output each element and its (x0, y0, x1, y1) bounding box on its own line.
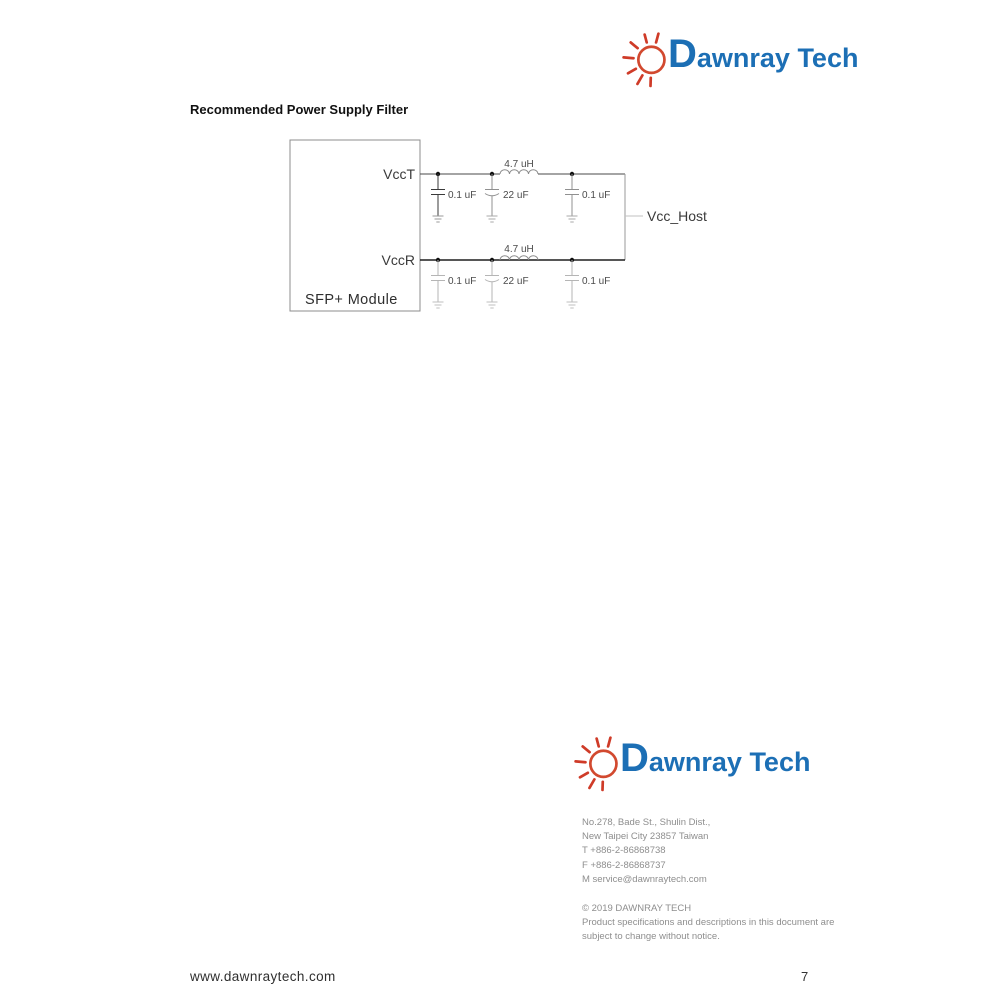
copyright-line: © 2019 DAWNRAY TECH (582, 903, 692, 914)
logo-brand-text: Dawnray Tech (668, 32, 859, 76)
vcct-inductor-value: 4.7 uH (504, 159, 534, 170)
module-label: SFP+ Module (305, 292, 398, 308)
vccr-cap1 (431, 260, 445, 308)
host-label: Vcc_Host (647, 208, 707, 224)
vcct-cap3 (565, 174, 579, 222)
vccr-cap2-value: 22 uF (503, 276, 529, 287)
pin-label-vccr: VccR (381, 252, 415, 268)
vccr-rail (420, 244, 625, 262)
vccr-cap3-value: 0.1 uF (582, 276, 611, 287)
email-line: M service@dawnraytech.com (582, 873, 707, 885)
vcct-cap1 (431, 174, 445, 222)
pin-label-vcct: VccT (383, 166, 415, 182)
legal-block (582, 902, 834, 945)
power-filter-schematic (285, 135, 735, 320)
fax-line: F +886-2-86868737 (582, 859, 666, 871)
page-title: Recommended Power Supply Filter (190, 102, 409, 117)
company-logo-footer (570, 726, 810, 798)
vcct-inductor-coil (500, 170, 538, 174)
phone-line: T +886-2-86868738 (582, 845, 666, 857)
vccr-cap1-value: 0.1 uF (448, 276, 477, 287)
logo-brand-text: Dawnray Tech (620, 736, 811, 780)
notice-line-2: subject to change without notice. (582, 931, 720, 943)
notice-line-1: Product specifications and descriptions in this document are (582, 917, 835, 929)
sun-icon (618, 22, 674, 94)
address-line-1: No.278, Bade St., Shulin Dist., (582, 817, 711, 828)
footer-website: www.dawnraytech.com (190, 969, 336, 984)
vcct-cap3-value: 0.1 uF (582, 190, 611, 201)
vccr-cap2 (485, 260, 499, 308)
footer-page-number: 7 (801, 969, 809, 984)
vcct-cap1-value: 0.1 uF (448, 190, 477, 201)
vcct-cap2-value: 22 uF (503, 190, 529, 201)
sun-icon (570, 726, 626, 798)
vcct-cap2 (485, 174, 499, 222)
contact-block (582, 816, 710, 887)
vcct-rail (420, 159, 625, 176)
host-bus (625, 174, 707, 260)
vccr-inductor-value: 4.7 uH (504, 244, 534, 255)
address-line-2: New Taipei City 23857 Taiwan (582, 831, 709, 843)
company-logo-header (618, 22, 858, 94)
vccr-cap3 (565, 260, 579, 308)
